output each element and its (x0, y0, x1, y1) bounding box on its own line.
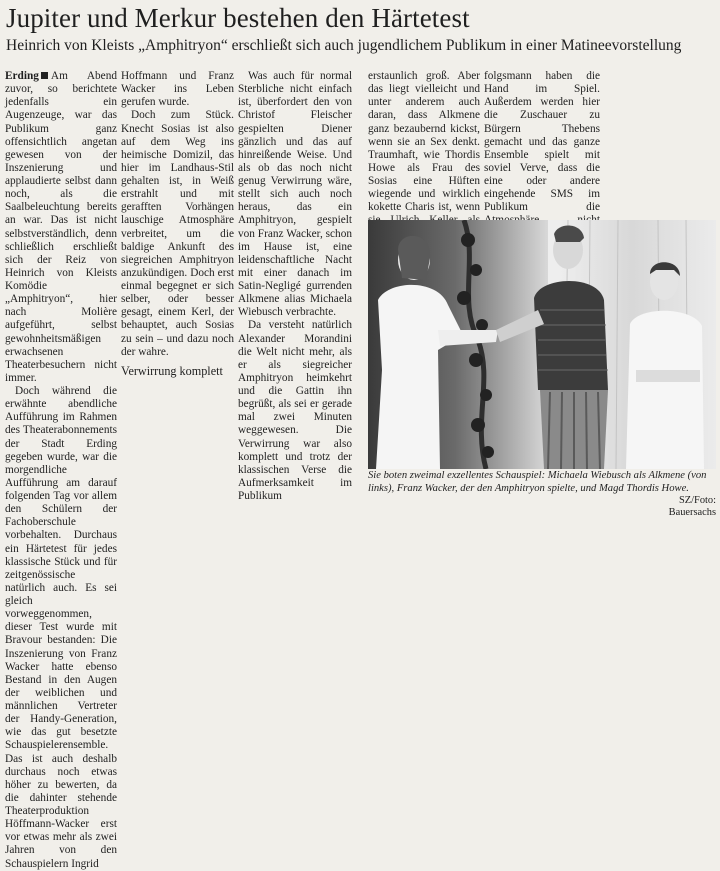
headline: Jupiter und Merkur bestehen den Härtetest (6, 3, 470, 33)
paragraph: Was auch für normal Sterbliche nicht einfach ist, überfordert den von Christof Fleischer gespielten Diener gänzlich und das auf hinreißende Weise. Und als ob das noch nicht genug Verwirrung wäre, stellt sich auch noch heraus, das ein Amphitryon, gespielt von Franz Wacker, schon im Hause ist, eine leidenschaftliche Nacht mit einer danach im Satin-Negligé gurrenden Alkmene alias Michaela Wiebusch verbrachte. (238, 70, 352, 319)
article-column-3 (121, 359, 234, 382)
paragraph: Am Abend zuvor, so berichtete jedenfalls ein Augenzeuge, war das Publikum ganz offensichtlich angetan gewesen von der Inszenierung und applaudierte selbst dann noch, als die Saalbeleuchtung bereits an war. Das ist nicht selbstverständlich, denn schließlich erschließt sich der Reiz von Heinrich von Kleists Komödie „Amphitryon“, hier nach Molière aufgeführt, selbst gewohnheitsmäßigen erwachsenen Theaterbesuchern nicht immer. (5, 70, 117, 384)
dateline: Erding (5, 70, 39, 82)
paragraph: Doch während die erwähnte abendliche Aufführung im Rahmen des Theaterabonnements der Stadt Erding gegeben wurde, war die morgendliche Aufführung am darauf folgenden Tag vor allem den Schülern der Fachoberschule vorbehalten. Durchaus ein Härtetest für jedes klassische Stück und für zeitgenössische natürlich auch. Es sei gleich vorweggenommen, dieser Test wurde mit Bravour bestanden: Die Inszenierung von Franz Wacker hatte ebenso Bestand in den Augen der weiblichen und männlichen Vertreter der Handy-Generation, wie das gut besetzte Schauspielerensemble. Das ist auch deshalb durchaus noch etwas höher zu bewerten, da die dahinter stehende Theaterproduktion Höffmann-Wacker erst vor etwas mehr als zwei Jahren von den Schauspielern Ingrid (5, 385, 117, 870)
article-column-2 (121, 70, 234, 359)
photo-credit: SZ/Foto: Bauersachs (668, 495, 716, 518)
paragraph: erstaunlich groß. Aber das liegt vielleicht und unter anderem auch daran, dass Alkmene ganz bezaubernd kickst, wenn sie an Sex denkt. Traumhaft, wie Thordis Howe als Frau des Sosias eine Hüften wiegende und wirklich kokette Charis ist, wenn (368, 70, 480, 214)
paragraph: Hoffmann und Franz Wacker ins Leben gerufen wurde. (121, 70, 234, 109)
stage-photo (368, 220, 716, 469)
dateline-square-icon (41, 72, 48, 79)
photo-caption: Sie boten zweimal exzellentes Schauspiel: Michaela Wiebusch als Alkmene (von links), Franz Wacker, der den Amphitryon spielte, und Magd Thordis Howe. (368, 470, 707, 494)
article-column-1 (5, 70, 117, 871)
paragraph: Doch zum Stück. Knecht Sosias ist also auf dem Weg ins heimische Domizil, das hier im Landhaus-Stil gehalten ist, in Weiß erstrahlt und mit gerafften Vorhängen lauschige Atmosphäre verbreitet, um die baldige Ankunft des siegreichen Amphitryon anzukündigen. Doch erst einmal begegnet er sich selber, oder besser gesagt, einem Kerl, der behauptet, auch Sosias zu sein – und dazu noch der wahre. (121, 109, 234, 358)
article-column-3b (238, 70, 352, 503)
paragraph: folgsmann haben die Hand im Spiel. Außerdem werden hier die Zuschauer zu Bürgern Thebens gemacht und das ganze Ensemble spielt mit soviel Verve, dass die eine oder andere eingehende SMS im Publikum die (484, 70, 600, 214)
subheadline: Heinrich von Kleists „Amphitryon“ erschließt sich auch jugendlichem Publikum in einer Matineevorstellung (6, 37, 682, 54)
paragraph: Da versteht natürlich Alexander Morandini die Welt nicht mehr, als er als siegreicher Amphitryon heimkehrt und die Gattin ihn begrüßt, als sei er gerade mal zwei Minuten weggewesen. Die Verwirrung war also komplett und trotz der klassischen Verse die Aufmerksamkeit im Publikum (238, 319, 352, 502)
section-subhead: Verwirrung komplett (121, 364, 223, 378)
